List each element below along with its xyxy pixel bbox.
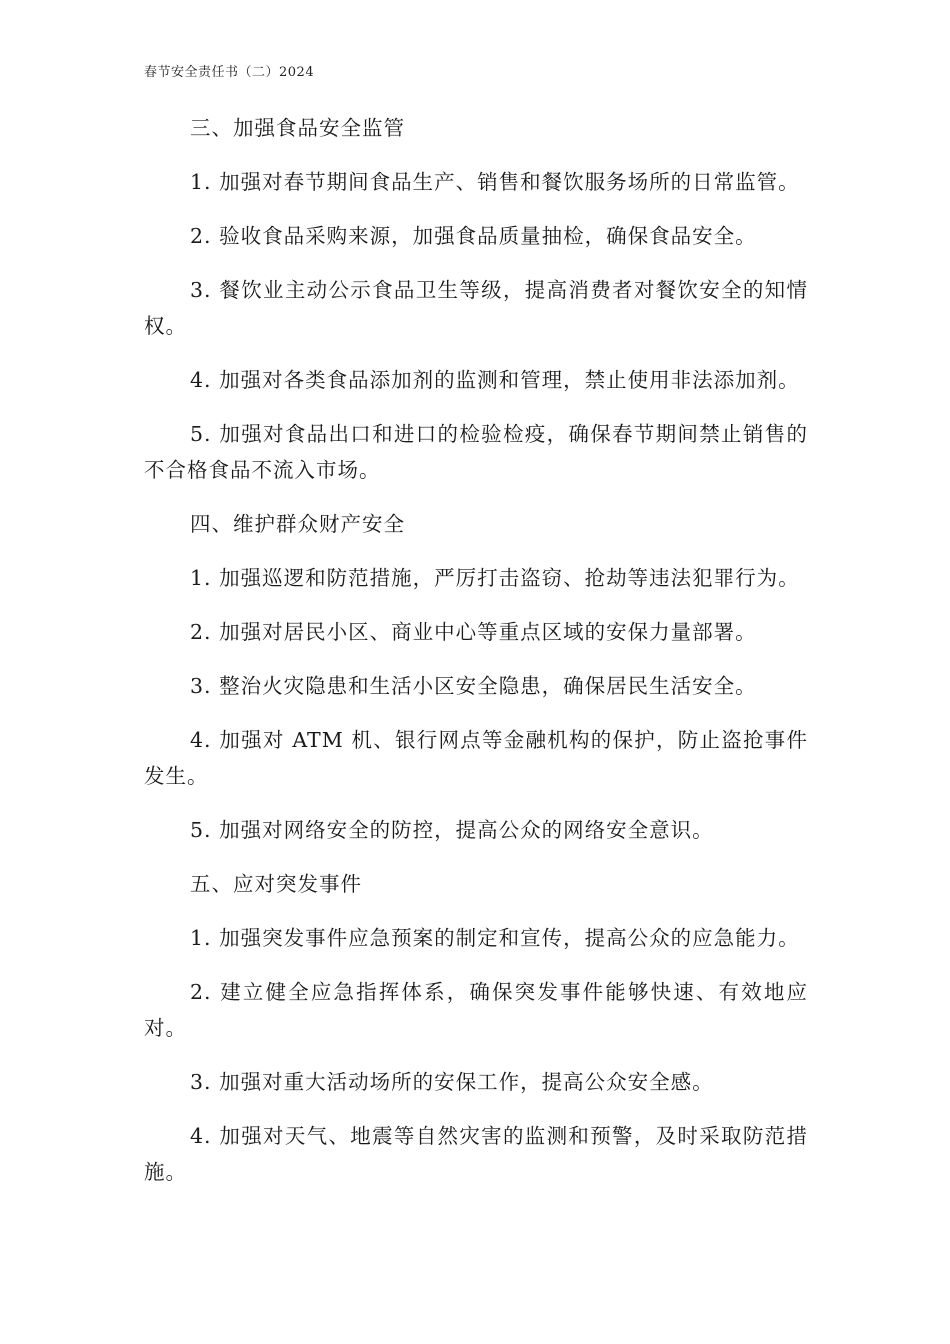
paragraph: 5. 加强对网络安全的防控，提高公众的网络安全意识。 — [190, 818, 714, 842]
section-heading-food-safety: 三、加强食品安全监管 — [190, 116, 405, 140]
paragraph: 4. 加强对 ATM 机、银行网点等金融机构的保护，防止盗抢事件发生。 — [144, 728, 808, 788]
paragraph: 1. 加强巡逻和防范措施，严厉打击盗窃、抢劫等违法犯罪行为。 — [190, 566, 800, 590]
document-header: 春节安全责任书（二）2024 — [144, 65, 315, 80]
paragraph: 4. 加强对天气、地震等自然灾害的监测和预警，及时采取防范措施。 — [144, 1124, 808, 1184]
paragraph: 3. 整治火灾隐患和生活小区安全隐患，确保居民生活安全。 — [190, 674, 757, 698]
paragraph: 1. 加强突发事件应急预案的制定和宣传，提高公众的应急能力。 — [190, 926, 800, 950]
paragraph: 1. 加强对春节期间食品生产、销售和餐饮服务场所的日常监管。 — [190, 170, 800, 194]
section-heading-emergency: 五、应对突发事件 — [190, 872, 362, 896]
document-body — [144, 110, 808, 1208]
paragraph: 3. 餐饮业主动公示食品卫生等级，提高消费者对餐饮安全的知情权。 — [144, 278, 808, 338]
paragraph: 2. 建立健全应急指挥体系，确保突发事件能够快速、有效地应对。 — [144, 980, 808, 1040]
paragraph: 2. 验收食品采购来源，加强食品质量抽检，确保食品安全。 — [190, 224, 757, 248]
paragraph: 5. 加强对食品出口和进口的检验检疫，确保春节期间禁止销售的不合格食品不流入市场。 — [144, 422, 808, 482]
section-heading-property-safety: 四、维护群众财产安全 — [190, 512, 405, 536]
paragraph: 4. 加强对各类食品添加剂的监测和管理，禁止使用非法添加剂。 — [190, 368, 800, 392]
paragraph: 3. 加强对重大活动场所的安保工作，提高公众安全感。 — [190, 1070, 714, 1094]
paragraph: 2. 加强对居民小区、商业中心等重点区域的安保力量部署。 — [190, 620, 757, 644]
